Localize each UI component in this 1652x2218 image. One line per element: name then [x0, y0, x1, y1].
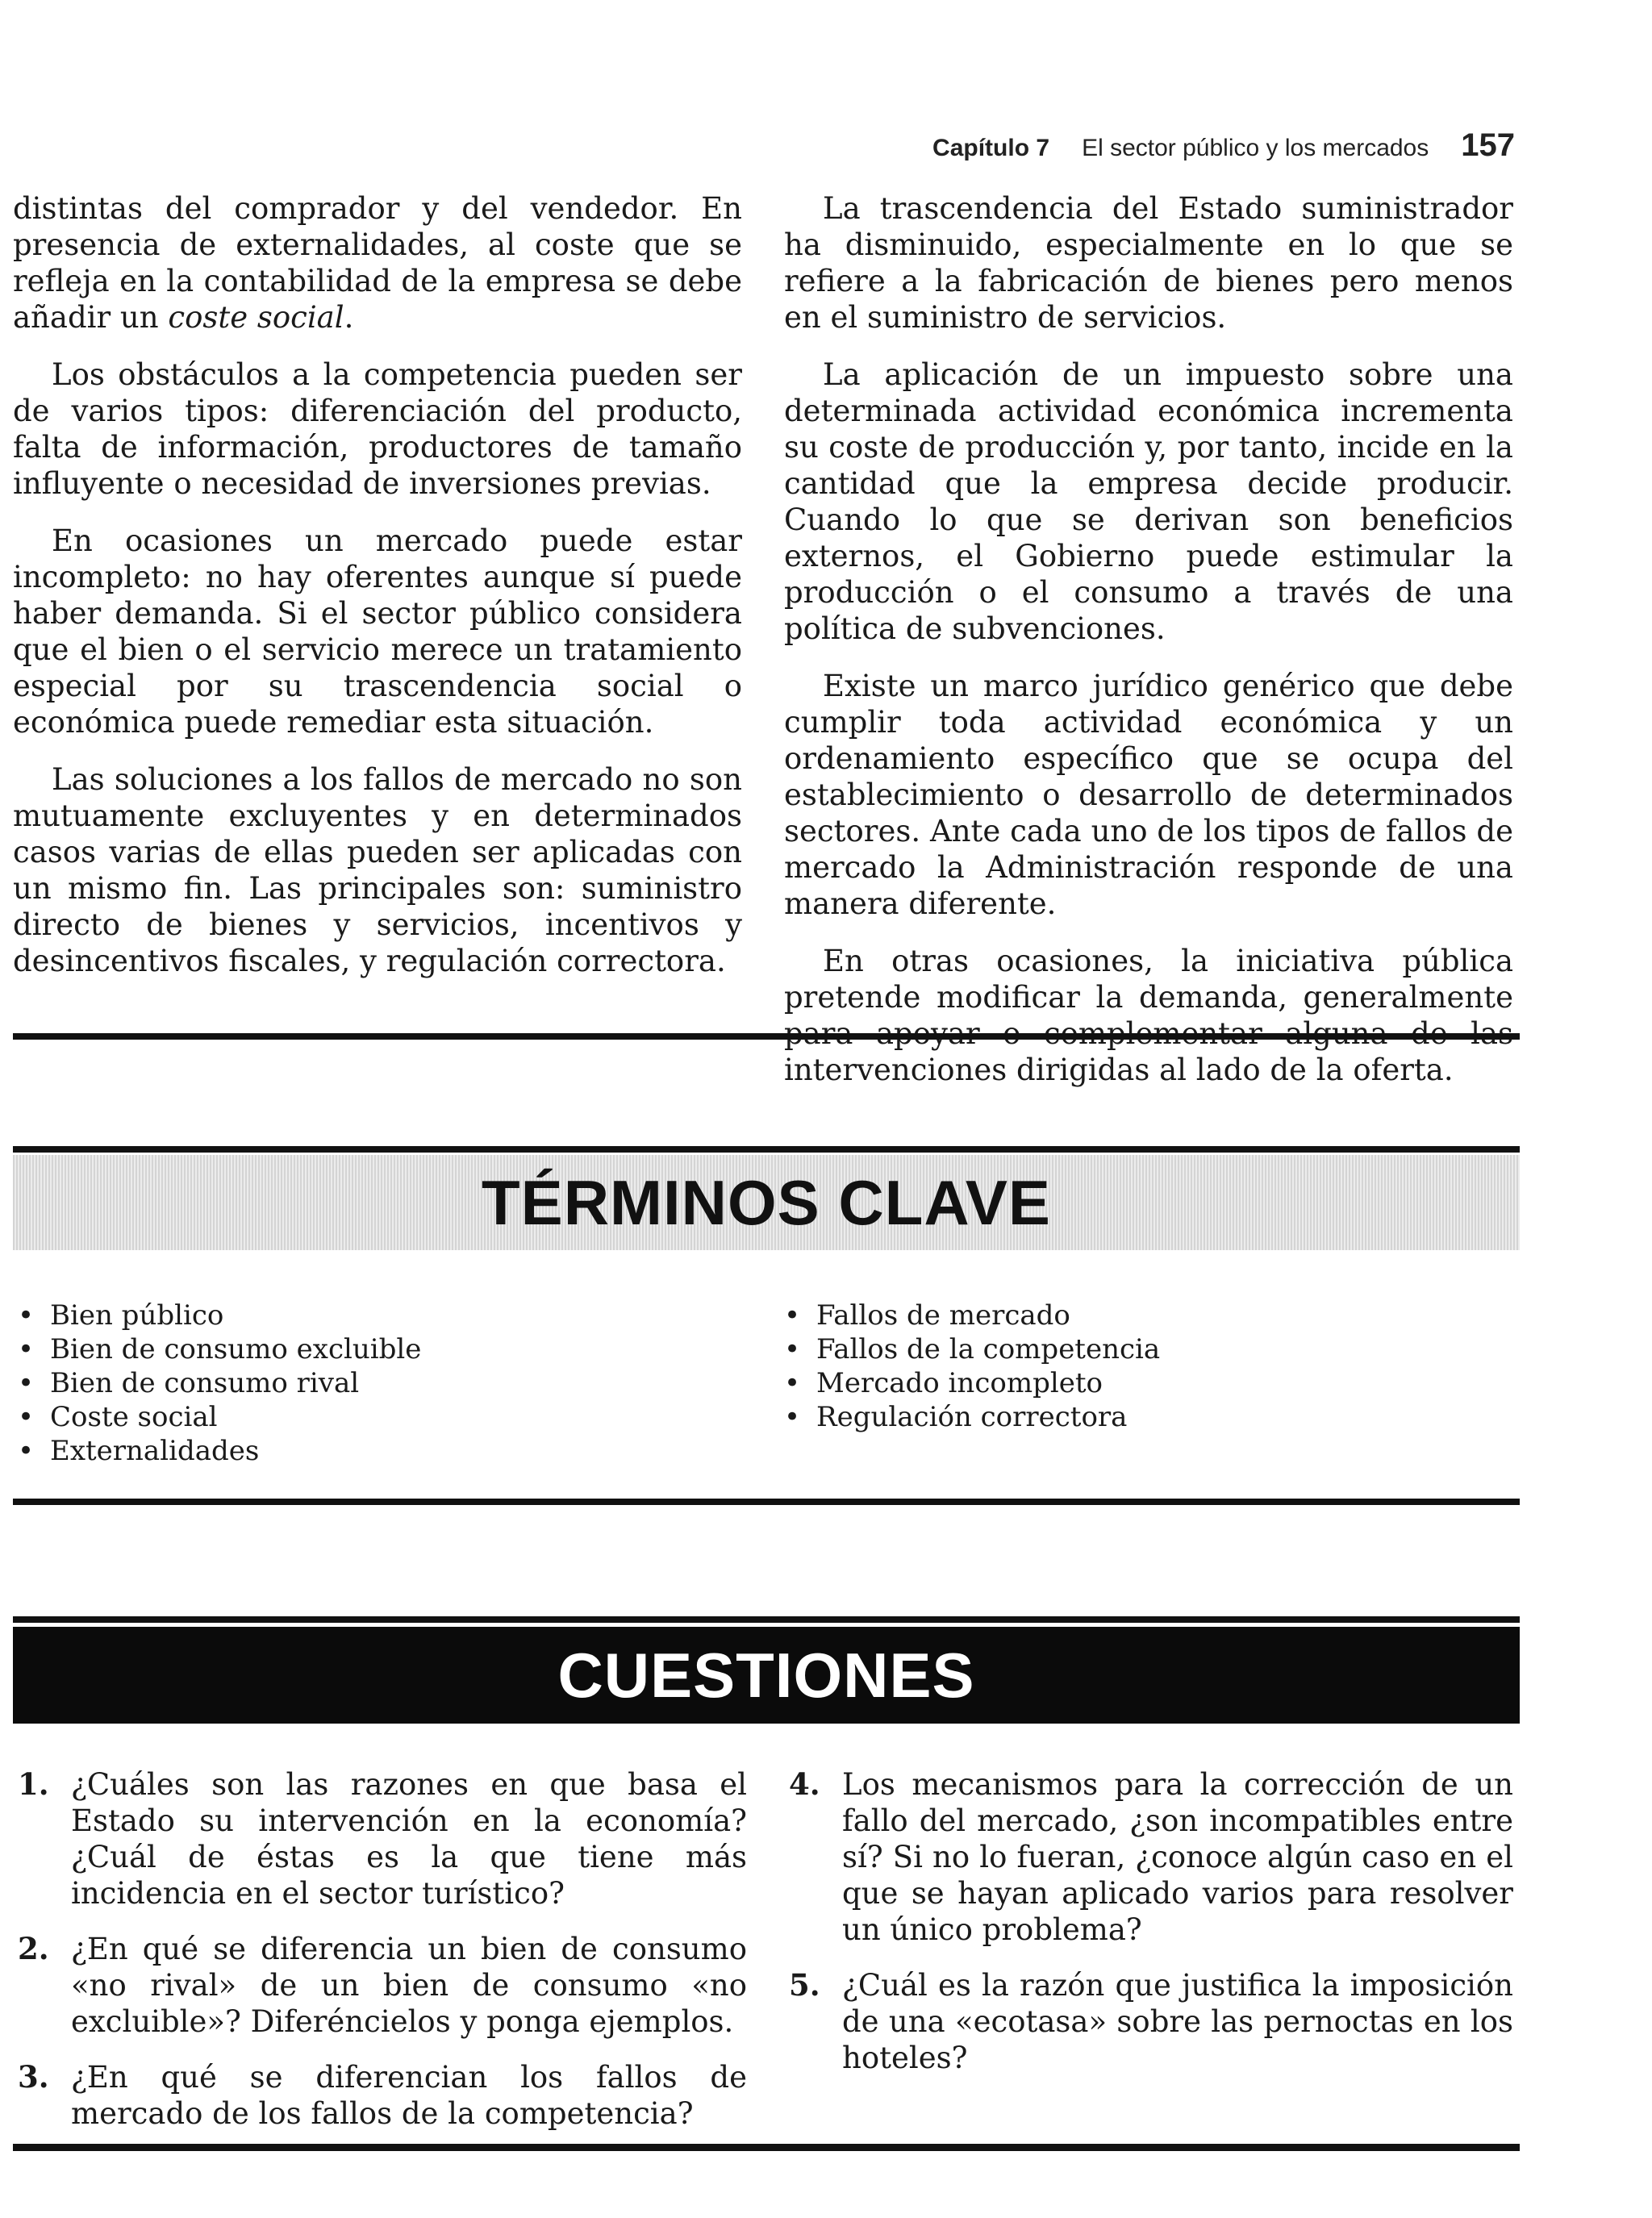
key-terms-title: TÉRMINOS CLAVE [482, 1166, 1051, 1238]
paragraph: En otras ocasiones, la iniciativa pública pretende modificar la demanda, generalmente intervenciones dirigidas al lado de la oferta. [784, 944, 1513, 1087]
left-column [13, 190, 742, 1000]
term-text: Bien de consumo excluible [50, 1333, 422, 1365]
paragraph: Las soluciones a los fallos de mercado no son mutuamente excluyentes y en determinados casos varias de ellas pueden ser aplicadas con un mismo fin. Las principales son: suministro directo de bienes y servicios, incentivos y desincentivos fiscales, y regulación correctora. [13, 762, 742, 978]
divider-rule [13, 1033, 1520, 1040]
bullet-icon: • [784, 1401, 801, 1433]
list-item [13, 1332, 739, 1366]
paragraph [13, 190, 742, 336]
term-text: Bien de consumo rival [50, 1367, 360, 1399]
term-text: Fallos de mercado [816, 1299, 1070, 1332]
bullet-icon: • [784, 1299, 801, 1332]
question-item [13, 1931, 747, 2040]
questions-title: CUESTIONES [557, 1639, 975, 1711]
question-number: 3. [18, 2059, 49, 2095]
question-text: Los mecanismos para la corrección de un fallo del mercado, ¿son incompatibles entre sí? Si no lo fueran, ¿conoce algún caso en el que se hayan aplicado varios para resolver un único problema? [842, 1767, 1513, 1947]
list-item [13, 1400, 739, 1434]
term-text: Externalidades [50, 1435, 260, 1467]
question-text: ¿En qué se diferencia un bien de consumo «no rival» de un bien de consumo «no excluible»? Diferéncielos y ponga ejemplos. [71, 1932, 747, 2039]
term-text: Coste social [50, 1401, 218, 1433]
bullet-icon: • [784, 1333, 801, 1365]
divider-rule [13, 1499, 1520, 1505]
question-item [784, 1766, 1513, 1948]
italic-term: coste social [168, 300, 344, 335]
page-number: 157 [1461, 127, 1515, 163]
question-text: ¿Cuál es la razón que justifica la imposición de una «ecotasa» sobre las pernoctas en los hoteles? [842, 1968, 1513, 2075]
list-item [779, 1332, 1505, 1366]
question-number: 2. [18, 1931, 49, 1966]
questions-banner [13, 1627, 1520, 1724]
paragraph: En ocasiones un mercado puede estar incompleto: no hay oferentes aunque sí puede haber demanda. Si el sector público considera que el bien o el servicio merece un tratamiento especial por su trascendencia social o económica puede remediar esta situación. [13, 523, 742, 740]
divider-rule [13, 1616, 1520, 1623]
list-item [779, 1400, 1505, 1434]
questions-list-left [13, 1766, 747, 2151]
list-item [13, 1434, 739, 1468]
bullet-icon: • [784, 1367, 801, 1399]
list-item [13, 1299, 739, 1332]
paragraph-end: . [344, 300, 354, 335]
bullet-icon: • [18, 1333, 35, 1365]
questions-list-right [784, 1766, 1513, 2095]
term-text: Bien público [50, 1299, 224, 1332]
bullet-icon: • [18, 1367, 35, 1399]
question-number: 1. [18, 1766, 49, 1802]
right-column [784, 190, 1513, 1109]
question-item [13, 2059, 747, 2132]
question-item [13, 1766, 747, 1912]
divider-rule [13, 2144, 1520, 2151]
paragraph-text: distintas del comprador y del vendedor. En presencia de externalidades, al coste que se refleja en la contabilidad de la empresa se debe añadir un [13, 191, 742, 335]
paragraph: La trascendencia del Estado suministrador ha disminuido, especialmente en lo que se refiere a la fabricación de bienes pero menos en el suministro de servicios. [784, 191, 1513, 335]
divider-rule [13, 1146, 1520, 1153]
term-text: Fallos de la competencia [816, 1333, 1161, 1365]
question-text: ¿En qué se diferencian los fallos de mercado de los fallos de la competencia? [71, 2060, 747, 2131]
running-header [932, 127, 1515, 164]
list-item [13, 1366, 739, 1400]
key-terms-list-left [13, 1299, 739, 1468]
list-item [779, 1366, 1505, 1400]
key-terms-banner [13, 1155, 1520, 1250]
question-number: 5. [789, 1967, 820, 2003]
bullet-icon: • [18, 1401, 35, 1433]
chapter-label: Capítulo 7 [932, 135, 1050, 161]
paragraph: Existe un marco jurídico genérico que debe cumplir toda actividad económica y un ordenamiento específico que se ocupa del establecimiento o desarrollo de determinados sectores. Ante cada uno de los tipos de fallos de mercado la Administración responde de una manera diferente. [784, 669, 1513, 921]
term-text: Regulación correctora [816, 1401, 1128, 1433]
paragraph: La aplicación de un impuesto sobre una determinada actividad económica incrementa su coste de producción y, por tanto, incide en la cantidad que la empresa decide producir. Cuando lo que se derivan son beneficios externos, el Gobierno puede estimular la producción o el consumo a través de una política de subvenciones. [784, 357, 1513, 646]
term-text: Mercado incompleto [816, 1367, 1103, 1399]
question-text: ¿Cuáles son las razones en que basa el Estado su intervención en la economía? ¿Cuál de éstas es la que tiene más incidencia en el sector turístico? [71, 1767, 747, 1911]
bullet-icon: • [18, 1435, 35, 1467]
key-terms-list-right [779, 1299, 1505, 1434]
list-item [779, 1299, 1505, 1332]
question-item [784, 1967, 1513, 2076]
section-title: El sector público y los mercados [1082, 135, 1429, 161]
bullet-icon: • [18, 1299, 35, 1332]
paragraph: Los obstáculos a la competencia pueden ser de varios tipos: diferenciación del producto, falta de información, productores de tamaño influyente o necesidad de inversiones previas. [13, 357, 742, 501]
question-number: 4. [789, 1766, 820, 1802]
